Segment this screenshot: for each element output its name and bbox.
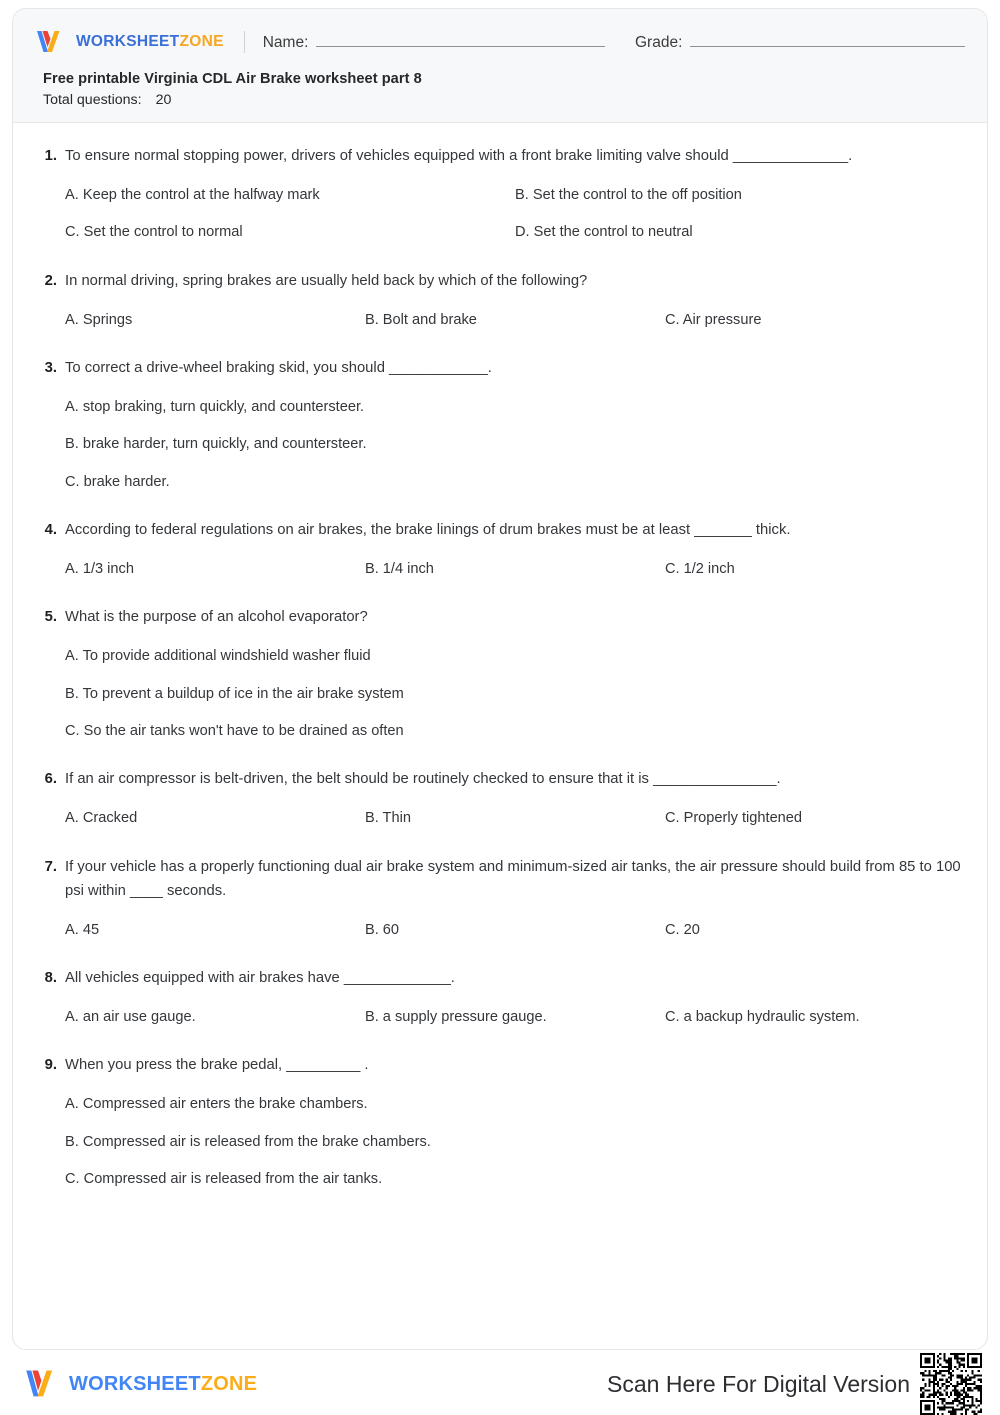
question-item bbox=[35, 270, 965, 339]
footer-brand-word-worksheet: WORKSHEET bbox=[69, 1372, 201, 1395]
question-body bbox=[65, 519, 965, 588]
total-questions-row bbox=[43, 92, 965, 108]
question-text: According to federal regulations on air brakes, the brake linings of drum brakes must be at least _______ thick. bbox=[65, 521, 791, 538]
answer-options bbox=[65, 389, 965, 501]
brand-word-zone: ZONE bbox=[179, 33, 224, 50]
footer-brand-logo bbox=[24, 1368, 257, 1400]
question-number: 6. bbox=[44, 771, 57, 788]
answer-option[interactable]: A. Compressed air enters the brake chambers. bbox=[65, 1096, 368, 1113]
question-number: 3. bbox=[44, 359, 57, 376]
grade-field[interactable] bbox=[635, 33, 965, 52]
worksheetzone-logo-icon bbox=[35, 28, 67, 56]
brand-word-worksheet: WORKSHEET bbox=[76, 33, 180, 50]
footer-brand-logo-text bbox=[69, 1373, 257, 1396]
answer-option[interactable]: A. stop braking, turn quickly, and countersteer. bbox=[65, 398, 365, 415]
header-top-row bbox=[35, 27, 965, 57]
question-item bbox=[35, 606, 965, 750]
question-text: To ensure normal stopping power, drivers of vehicles equipped with a front brake limiting valve should ______________. bbox=[65, 148, 853, 164]
answer-option[interactable]: C. Set the control to normal bbox=[65, 224, 243, 241]
name-field[interactable] bbox=[263, 33, 605, 52]
question-number: 2. bbox=[44, 272, 57, 289]
answer-option[interactable]: A. an air use gauge. bbox=[65, 1008, 196, 1025]
answer-option[interactable]: C. Properly tightened bbox=[664, 810, 803, 827]
answer-option[interactable]: A. Springs bbox=[65, 311, 133, 328]
page-title: Free printable Virginia CDL Air Brake worksheet part 8 bbox=[43, 71, 422, 87]
question-body bbox=[65, 357, 965, 501]
question-body bbox=[65, 967, 965, 1036]
answer-option[interactable]: A. 45 bbox=[65, 921, 100, 938]
question-text: To correct a drive-wheel braking skid, you should ____________. bbox=[65, 359, 492, 376]
answer-option[interactable]: C. Compressed air is released from the air tanks. bbox=[65, 1170, 383, 1187]
question-item bbox=[35, 768, 965, 837]
question-item bbox=[35, 145, 965, 252]
answer-option[interactable]: B. a supply pressure gauge. bbox=[364, 1008, 547, 1025]
answer-option[interactable]: B. Compressed air is released from the brake chambers. bbox=[65, 1133, 431, 1150]
header-divider bbox=[244, 31, 245, 53]
question-number: 7. bbox=[44, 858, 57, 875]
question-number: 8. bbox=[44, 969, 57, 986]
worksheetzone-logo-icon bbox=[24, 1368, 60, 1400]
worksheet-page bbox=[12, 8, 988, 1350]
answer-option[interactable]: B. To prevent a buildup of ice in the air brake system bbox=[65, 685, 404, 702]
answer-option[interactable]: B. 1/4 inch bbox=[364, 560, 434, 577]
footer-brand-word-zone: ZONE bbox=[200, 1372, 258, 1395]
answer-options bbox=[65, 800, 965, 837]
footer-scan-area bbox=[607, 1353, 982, 1415]
question-body bbox=[65, 145, 965, 252]
answer-options bbox=[65, 551, 965, 588]
answer-option[interactable]: C. a backup hydraulic system. bbox=[664, 1008, 860, 1025]
answer-options bbox=[65, 177, 965, 252]
total-questions-count: 20 bbox=[155, 92, 172, 108]
total-questions-label: Total questions: bbox=[43, 92, 142, 108]
answer-options bbox=[65, 999, 965, 1036]
answer-option[interactable]: A. Cracked bbox=[65, 810, 138, 827]
name-label: Name: bbox=[262, 33, 309, 51]
questions-list bbox=[13, 123, 987, 1226]
answer-option[interactable]: D. Set the control to neutral bbox=[515, 224, 693, 241]
question-body bbox=[65, 768, 965, 837]
answer-options bbox=[65, 638, 965, 750]
answer-option[interactable]: C. 1/2 inch bbox=[664, 560, 735, 577]
answer-option[interactable]: B. Bolt and brake bbox=[364, 311, 477, 328]
question-text: When you press the brake pedal, _________ . bbox=[65, 1057, 369, 1074]
question-text: All vehicles equipped with air brakes have _____________. bbox=[65, 969, 455, 986]
answer-option[interactable]: A. 1/3 inch bbox=[65, 560, 134, 577]
answer-option[interactable]: B. Thin bbox=[364, 810, 411, 827]
answer-option[interactable]: B. brake harder, turn quickly, and countersteer. bbox=[65, 436, 367, 453]
answer-option[interactable]: C. brake harder. bbox=[65, 473, 170, 490]
question-number: 5. bbox=[44, 609, 57, 626]
grade-blank-line[interactable] bbox=[690, 33, 965, 47]
question-number: 9. bbox=[44, 1057, 57, 1074]
question-item bbox=[35, 357, 965, 501]
question-number: 4. bbox=[44, 521, 57, 538]
answer-options bbox=[65, 1086, 965, 1198]
question-text: In normal driving, spring brakes are usually held back by which of the following? bbox=[65, 272, 588, 289]
worksheet-footer bbox=[12, 1362, 988, 1406]
answer-option[interactable]: A. To provide additional windshield washer fluid bbox=[65, 648, 371, 665]
question-body bbox=[65, 856, 965, 949]
brand-logo-text bbox=[76, 33, 224, 51]
question-body bbox=[65, 1054, 965, 1198]
qr-code-icon[interactable] bbox=[920, 1353, 982, 1415]
question-item bbox=[35, 519, 965, 588]
scan-here-text: Scan Here For Digital Version bbox=[607, 1370, 910, 1397]
answer-options bbox=[65, 302, 965, 339]
answer-option[interactable]: C. So the air tanks won't have to be drained as often bbox=[65, 722, 404, 739]
question-body bbox=[65, 270, 965, 339]
question-number: 1. bbox=[44, 148, 57, 164]
answer-option[interactable]: C. 20 bbox=[664, 921, 700, 938]
question-item bbox=[35, 967, 965, 1036]
question-text: If your vehicle has a properly functioning dual air brake system and minimum-sized air tanks, the air pressure should build from 85 to 100 psi within ____ seconds. bbox=[65, 858, 961, 899]
answer-option[interactable]: B. Set the control to the off position bbox=[515, 186, 742, 203]
brand-logo bbox=[35, 28, 224, 56]
worksheet-header bbox=[13, 9, 987, 123]
answer-option[interactable]: A. Keep the control at the halfway mark bbox=[65, 186, 320, 203]
answer-option[interactable]: B. 60 bbox=[364, 921, 400, 938]
question-item bbox=[35, 856, 965, 949]
question-body bbox=[65, 606, 965, 750]
question-text: If an air compressor is belt-driven, the belt should be routinely checked to ensure that it is _______________. bbox=[65, 771, 781, 788]
question-text: What is the purpose of an alcohol evaporator? bbox=[65, 609, 368, 626]
answer-options bbox=[65, 912, 965, 949]
name-blank-line[interactable] bbox=[316, 33, 605, 47]
question-item bbox=[35, 1054, 965, 1198]
title-block bbox=[35, 71, 965, 108]
answer-option[interactable]: C. Air pressure bbox=[664, 311, 762, 328]
grade-label: Grade: bbox=[635, 33, 683, 51]
